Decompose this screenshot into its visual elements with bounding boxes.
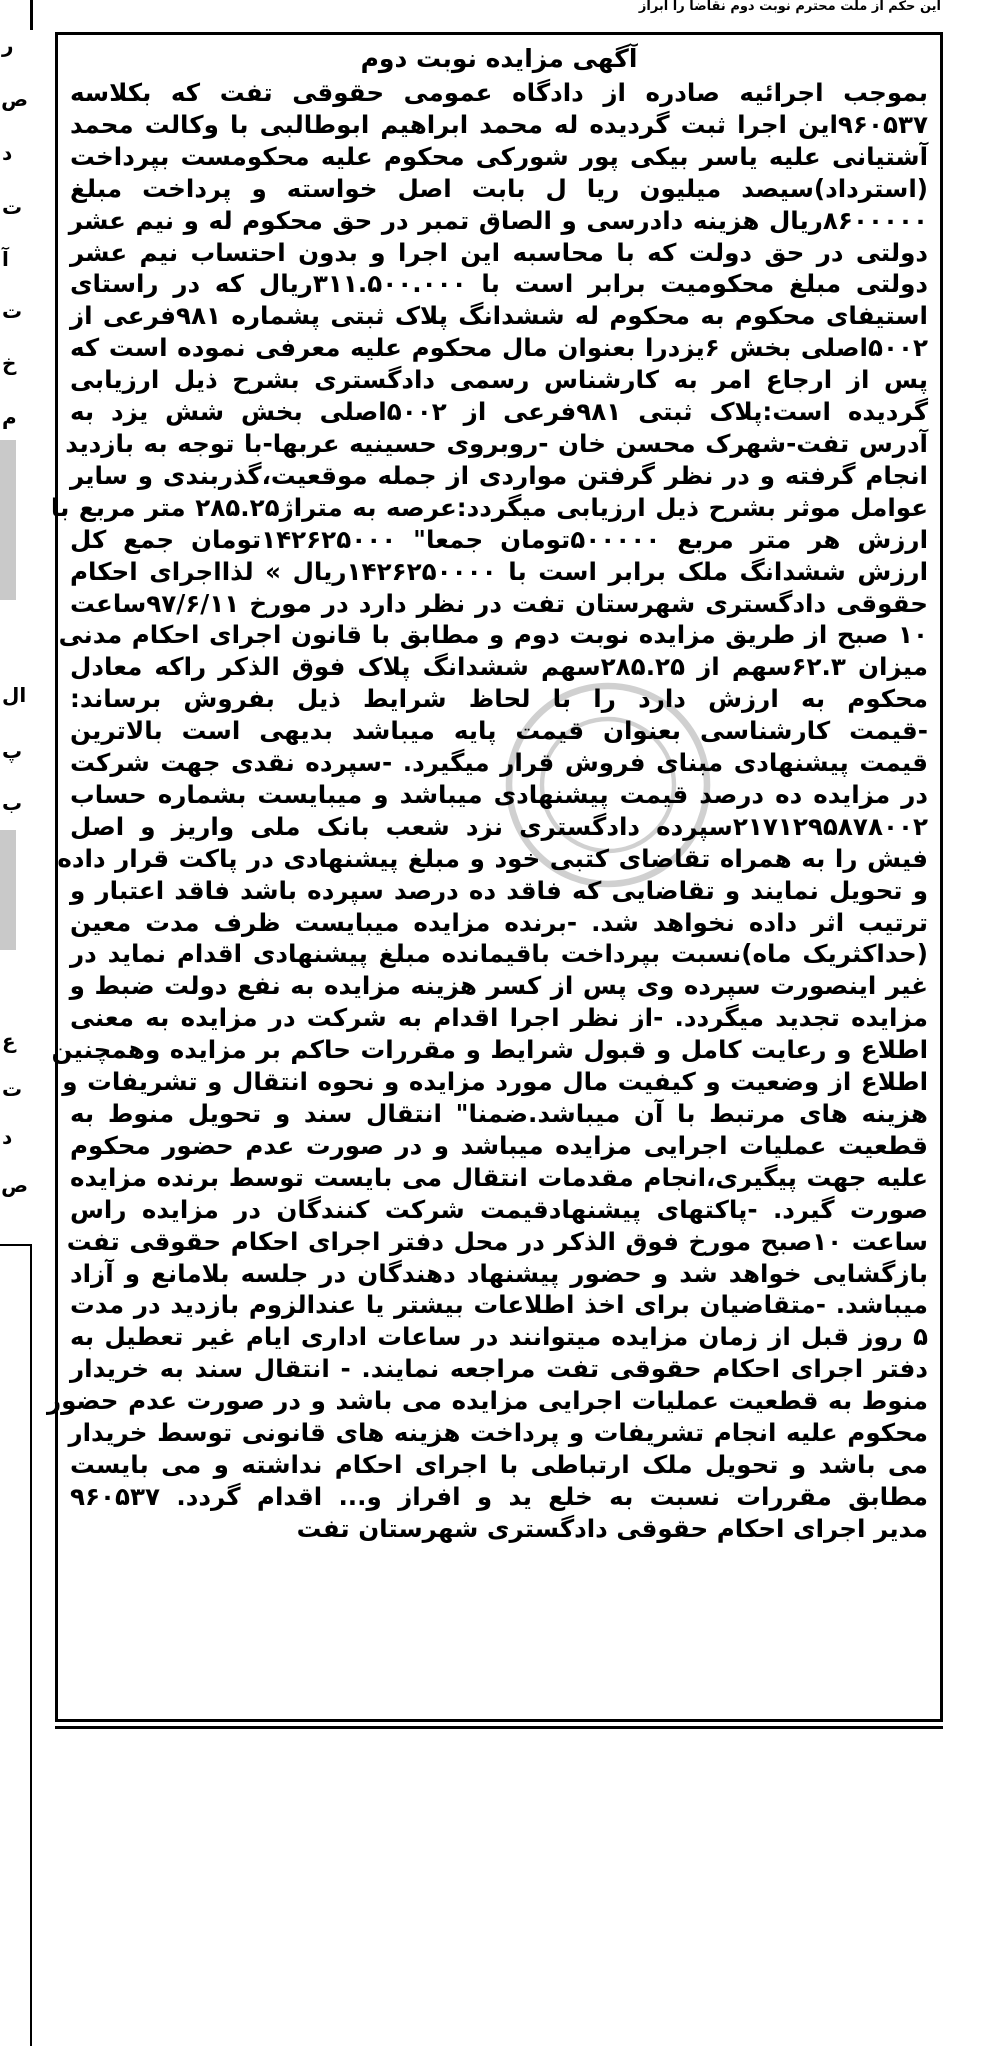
notice-line: ارزش هر متر مربع ۵۰۰۰۰۰تومان جمعا" ۱۴۲۶۲۵۰۰۰تومان جمع کل bbox=[70, 524, 929, 554]
notice-line: ۸۶۰۰۰۰۰ریال هزینه دادرسی و الصاق تمبر در حق محکوم له و نیم عشر bbox=[68, 205, 928, 235]
notice-body bbox=[46, 77, 929, 1513]
adjacent-column-fragment bbox=[0, 0, 36, 1735]
fragment-text: ص bbox=[1, 87, 28, 111]
fragment-text: پ bbox=[2, 739, 23, 763]
notice-title: آگهی مزایده نوبت دوم bbox=[360, 44, 638, 73]
notice-line: ترتیب اثر داده نخواهد شد. -برنده مزایده میبایست ظرف مدت معین bbox=[70, 907, 928, 937]
fragment-text: د bbox=[2, 141, 13, 165]
notice-line: و تحویل نمایند و تقاضایی که فاقد ده درصد سپرده باشد فاقد اعتبار و bbox=[70, 875, 928, 905]
notice-line: قطعیت عملیات اجرایی مزایده میباشد و در صورت عدم حضور محکوم bbox=[70, 1130, 928, 1160]
notice-line: عوامل موثر بشرح ذیل ارزیابی میگردد:عرصه به متراژ۲۸۵.۲۵ متر مربع با bbox=[50, 492, 928, 522]
notice-line: در مزایده ده درصد قیمت پیشنهادی میباشد و میبایست بشماره حساب bbox=[70, 779, 928, 809]
fragment-text: ال bbox=[2, 683, 27, 707]
notice-line: حقوقی دادگستری شهرستان تفت در نظر دارد در مورخ ۹۷/۶/۱۱ساعت bbox=[70, 588, 928, 618]
notice-line: ساعت ۱۰صبح مورخ فوق الذکر در محل دفتر اجرای احکام حقوقی تفت bbox=[66, 1226, 928, 1256]
auction-notice bbox=[46, 32, 943, 1722]
shaded-block bbox=[0, 440, 16, 600]
fragment-text: ص bbox=[1, 1173, 28, 1197]
notice-line: (حداکثریک ماه)نسبت بپرداخت باقیمانده مبلغ پیشنهادی اقدام نماید در bbox=[70, 939, 928, 969]
fragment-text: ب bbox=[2, 791, 23, 815]
notice-line: بموجب اجرائیه صادره از دادگاه عمومی حقوقی تفت که بکلاسه bbox=[70, 78, 928, 107]
notice-line: بازگشایی خواهد شد و حضور پیشنهاد دهندگان در جلسه بلامانع و آزاد bbox=[70, 1258, 928, 1288]
notice-line: ۵۰۰۲اصلی بخش ۶یزدرا بعنوان مال محکوم علیه معرفی نموده است که bbox=[70, 333, 929, 363]
notice-line: آدرس تفت-شهرک محسن خان -روبروی حسینیه عربها-با توجه به بازدید bbox=[65, 428, 928, 458]
notice-line: دولتی مبلغ محکومیت برابر است با ۳۱۱.۵۰۰.۰۰۰ریال که در راستای bbox=[70, 269, 928, 299]
notice-line: دولتی در حق دولت که با محاسبه این اجرا و بدون احتساب نیم عشر bbox=[70, 237, 928, 267]
column-rule bbox=[30, 0, 33, 30]
notice-line: ۱۰ صبح از طریق مزایده نوبت دوم و مطابق با قانون اجرای احکام مدنی bbox=[58, 620, 928, 650]
fragment-text: ع bbox=[2, 1029, 16, 1053]
notice-signature: مدیر اجرای احکام حقوقی دادگستری شهرستان تفت bbox=[296, 1513, 928, 1543]
notice-line: غیر اینصورت سپرده وی پس از کسر هزینه مزایده به نفع دولت ضبط و bbox=[69, 971, 928, 1001]
notice-line: میباشد. -متقاضیان برای اخذ اطلاعات بیشتر یا عندالزوم بازدید در مدت bbox=[70, 1290, 928, 1320]
fragment-text: آ bbox=[2, 247, 9, 271]
notice-line: ۲۱۷۱۲۹۵۸۷۸۰۰۲سپرده دادگستری نزد شعب بانک ملی واریز و اصل bbox=[70, 811, 928, 841]
fragment-text: ر bbox=[2, 33, 14, 57]
notice-line: میزان ۶۲.۳سهم از ۲۸۵.۲۵سهم ششدانگ پلاک فوق الذکر راکه معادل bbox=[70, 652, 928, 682]
notice-line: (استرداد)سیصد میلیون ریا ل بابت اصل خواسته و پرداخت مبلغ bbox=[70, 173, 928, 203]
notice-line: مطابق مقررات نسبت به خلع ید و افراز و... اقدام گردد. ۹۶۰۵۳۷ bbox=[70, 1481, 928, 1511]
fragment-text: ت bbox=[2, 195, 23, 219]
notice-line: مزایده تجدید میگردد. -از نظر اجرا اقدام به شرکت در مزایده به معنی bbox=[70, 1003, 928, 1033]
adjacent-box-border bbox=[0, 1244, 32, 2046]
notice-line: ۹۶۰۵۳۷این اجرا ثبت گردیده له محمد ابراهیم ابوطالبی با وکالت محمد bbox=[70, 109, 928, 139]
notice-line: منوط به قطعیت عملیات اجرایی مزایده می باشد و در صورت عدم حضور bbox=[46, 1386, 928, 1416]
shaded-block bbox=[0, 830, 16, 950]
notice-line: اطلاع و رعایت کامل و قبول شرایط و مقررات حاکم بر مزایده وهمچنین bbox=[51, 1035, 928, 1065]
notice-line: می باشد و تحویل ملک ارتباطی با اجرای احکام نداشته و می بایست bbox=[70, 1449, 928, 1479]
top-strip-text: این حکم از ملت محترم نوبت دوم نقاضا را ابراز bbox=[638, 0, 941, 14]
notice-line: هزینه های مرتبط با آن میباشد.ضمنا" انتقال سند و تحویل منوط به bbox=[70, 1099, 928, 1128]
notice-line: استیفای محکوم به محکوم له ششدانگ پلاک ثبتی پشماره ۹۸۱فرعی از bbox=[70, 301, 928, 331]
fragment-text: ت bbox=[2, 1077, 23, 1101]
notice-line: فیش را به همراه تقاضای کتبی خود و مبلغ پیشنهادی در پاکت قرار داده bbox=[57, 843, 928, 873]
notice-line: گردیده است:پلاک ثبتی ۹۸۱فرعی از ۵۰۰۲اصلی بخش شش یزد به bbox=[70, 397, 928, 427]
notice-line: ۵ روز قبل از زمان مزایده میتوانند در ساعات اداری ایام غیر تعطیل به bbox=[70, 1322, 928, 1352]
notice-line: علیه جهت پیگیری،انجام مقدمات انتقال می بایست توسط برنده مزایده bbox=[70, 1162, 928, 1192]
notice-line: اطلاع از وضعیت و کیفیت مال مورد مزایده و نحوه انتقال و تشریفات و bbox=[62, 1067, 928, 1097]
notice-line: قیمت پیشنهادی مبنای فروش قرار میگیرد. -سپرده نقدی جهت شرکت bbox=[70, 748, 928, 778]
notice-line: صورت گیرد. -پاکتهای پیشنهادقیمت شرکت کنندگان در مزایده راس bbox=[70, 1194, 928, 1224]
notice-line: ارزش ششدانگ ملک برابر است با ۱۴۲۶۲۵۰۰۰۰ریال » لذااجرای احکام bbox=[70, 556, 929, 586]
notice-line: آشتیانی علیه یاسر بیکی پور شورکی محکوم علیه محکومست بپرداخت bbox=[70, 141, 928, 171]
fragment-text: ت bbox=[2, 299, 23, 323]
notice-line: محکوم علیه انجام تشریفات و پرداخت هزینه های قانونی توسط خریدار bbox=[68, 1418, 928, 1448]
bottom-rule bbox=[55, 1726, 943, 1729]
notice-line: دفتر اجرای احکام حقوقی تفت مراجعه نمایند. - انتقال سند به خریدار bbox=[70, 1354, 928, 1384]
notice-line: انجام گرفته و در نظر گرفتن مواردی از جمله موقعیت،گذربندی و سایر bbox=[70, 460, 928, 490]
fragment-text: م bbox=[2, 405, 17, 429]
notice-line: پس از ارجاع امر به کارشناس رسمی دادگستری بشرح ذیل ارزیابی bbox=[70, 365, 928, 395]
fragment-text: د bbox=[2, 1125, 13, 1149]
notice-line: -قیمت کارشناسی بعنوان قیمت پایه میباشد بدیهی است بالاترین bbox=[70, 716, 928, 746]
notice-line: محکوم به ارزش دارد را با لحاظ شرایط ذیل بفروش برساند: bbox=[70, 684, 928, 714]
fragment-text: خ bbox=[2, 351, 17, 375]
